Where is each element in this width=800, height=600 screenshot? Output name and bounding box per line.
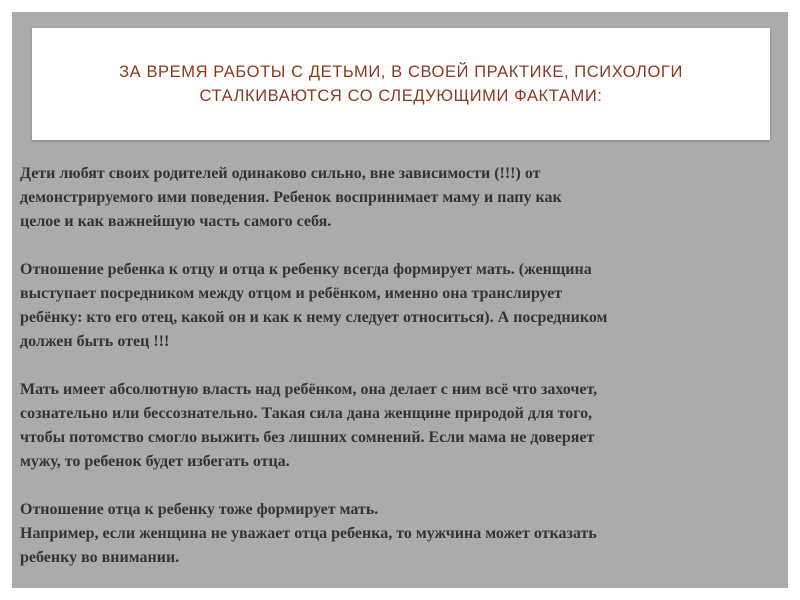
slide-frame xyxy=(12,12,788,588)
paragraph-4: Отношение отца к ребенку тоже формирует мать. Например, если женщина не уважает отца ребенка, то мужчина может отказать ребенку во внимании. xyxy=(20,501,597,566)
slide-body xyxy=(20,162,780,570)
slide-title: ЗА ВРЕМЯ РАБОТЫ С ДЕТЬМИ, В СВОЕЙ ПРАКТИКЕ, ПСИХОЛОГИ СТАЛКИВАЮТСЯ СО СЛЕДУЮЩИМИ ФАКТАМИ: xyxy=(119,63,683,105)
title-box xyxy=(32,28,770,140)
paragraph-3: Мать имеет абсолютную власть над ребёнком, она делает с ним всё что захочет, сознательно или бессознательно. Такая сила дана женщине природой для того, чтобы потомство смогло выжить без лишних сомнений. Если мама не доверяет мужу, то ребенок будет избегать отца. xyxy=(20,381,598,470)
paragraph-1: Дети любят своих родителей одинаково сильно, вне зависимости (!!!) от демонстрируемого ими поведения. Ребенок воспринимает маму и папу как целое и как важнейшую часть самого себя. xyxy=(20,165,562,230)
paragraph-2: Отношение ребенка к отцу и отца к ребенку всегда формирует мать. (женщина выступает посредником между отцом и ребёнком, именно она транслирует ребёнку: кто его отец, какой он и как к нему следует относиться). А посредником должен быть отец !!! xyxy=(20,261,608,350)
